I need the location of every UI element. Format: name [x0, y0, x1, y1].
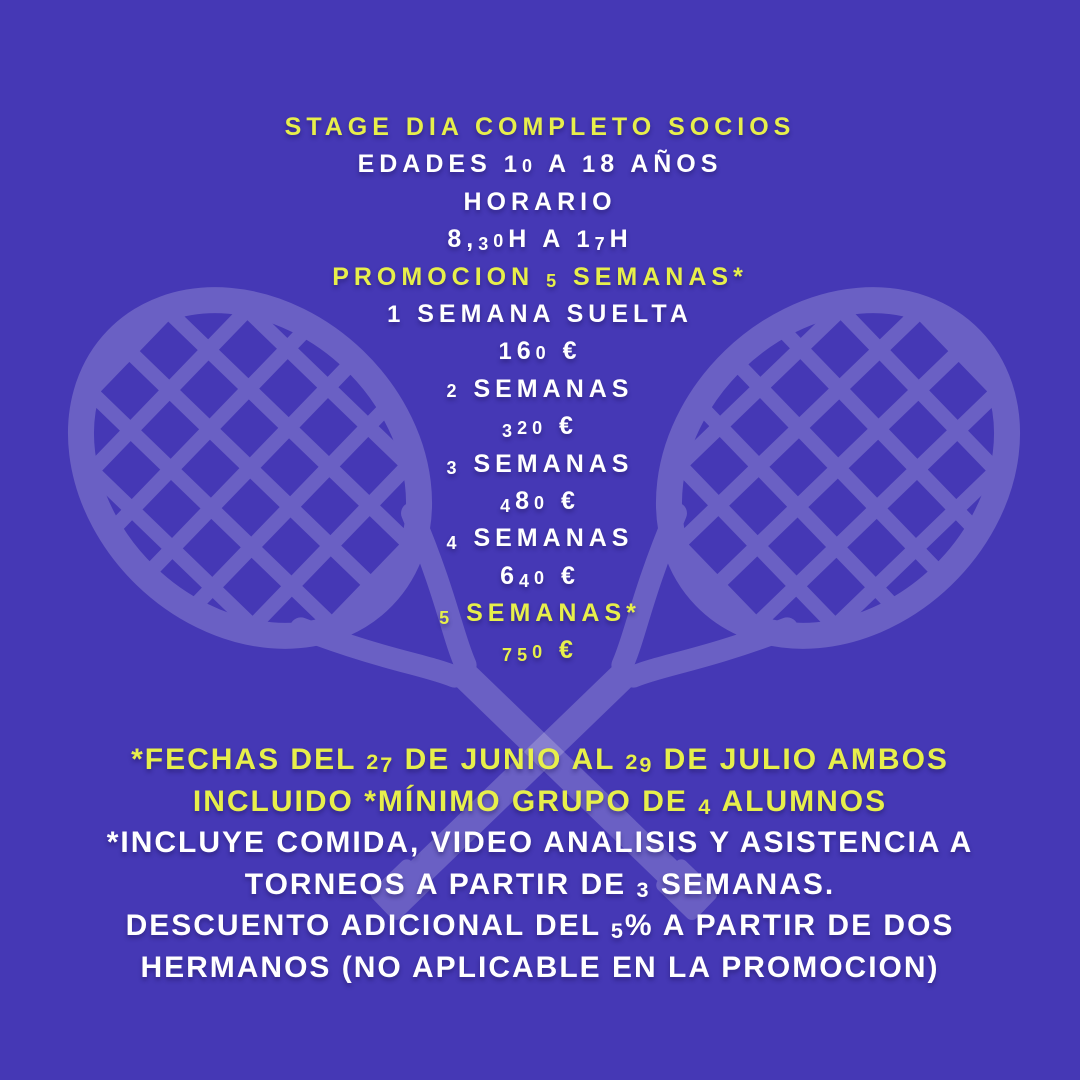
price-label: 4 SEMANAS: [446, 524, 634, 554]
footnote-discount-line-1: DESCUENTO ADICIONAL DEL 5% A PARTIR DE DOS: [125, 909, 955, 944]
footnote-dates-line-2: INCLUIDO *MÍNIMO GRUPO DE 4 ALUMNOS: [192, 784, 888, 819]
price-item: [0, 296, 1080, 371]
price-label: 3 SEMANAS: [446, 449, 634, 479]
price-item: [0, 520, 1080, 595]
promo-line: PROMOCION 5 SEMANAS*: [332, 262, 748, 292]
footnote-includes-line-2: TORNEOS A PARTIR DE 3 SEMANAS.: [244, 867, 836, 902]
price-item: [0, 371, 1080, 446]
price-label: 5 SEMANAS*: [439, 599, 641, 628]
price-value: 160 €: [498, 337, 582, 366]
price-item-promo: [0, 595, 1080, 670]
price-item: [0, 446, 1080, 521]
schedule-label: HORARIO: [463, 187, 617, 216]
footnotes-block: [0, 739, 1080, 988]
pricing-block: [0, 109, 1080, 670]
price-value: 750 €: [502, 636, 578, 666]
poster-title: STAGE DIA COMPLETO SOCIOS: [284, 113, 796, 141]
footnote-dates-line-1: *FECHAS DEL 27 DE JUNIO AL 29 DE JULIO AMBOS: [131, 743, 949, 778]
price-label: 1 SEMANA SUELTA: [387, 299, 693, 328]
footnote-includes-line-1: *INCLUYE COMIDA, VIDEO ANALISIS Y ASISTENCIA A: [106, 826, 974, 859]
price-value: 640 €: [500, 561, 580, 591]
ages-line: EDADES 10 A 18 AÑOS: [357, 150, 723, 179]
price-value: 320 €: [502, 412, 578, 441]
price-value: 480 €: [500, 486, 580, 516]
price-label: 2 SEMANAS: [446, 374, 634, 403]
schedule-hours: 8,30H A 17H: [447, 225, 633, 255]
footnote-discount-line-2: HERMANOS (NO APLICABLE EN LA PROMOCION): [140, 950, 940, 984]
